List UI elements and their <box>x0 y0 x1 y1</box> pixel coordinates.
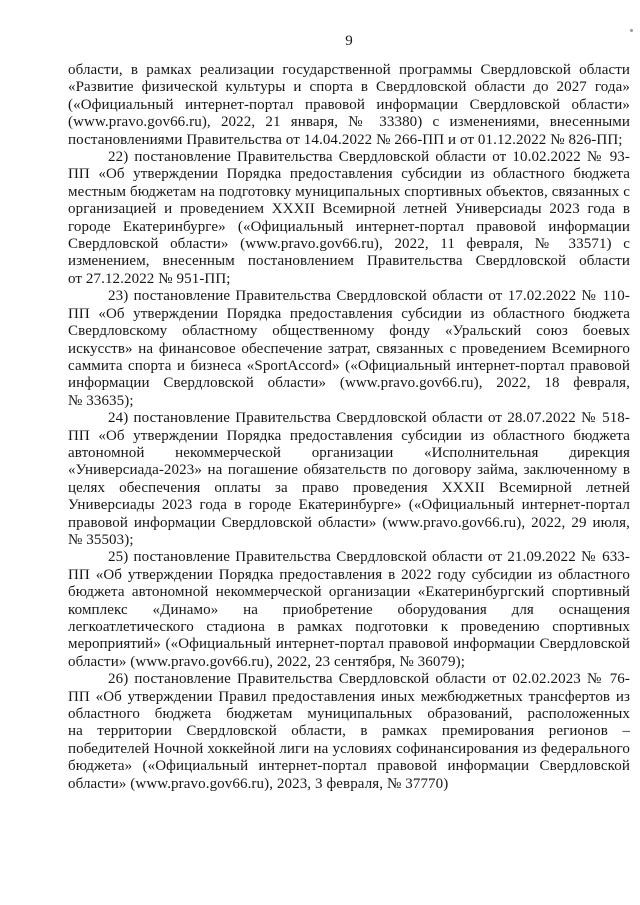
paragraph-continuation: области, в рамках реализации государственной программы Свердловской области «Развитие физической культуры и спорта в Свердловской области до 2027 года» («Официальный интернет-портал правовой информации Свердловской области» (www.pravo.gov66.ru), 2022, 21 января, № 33380) с изменениями, внесенными постановлениями Правительства от 14.04.2022 № 266-ПП и от 01.12.2022 № 826-ПП; <box>68 62 630 148</box>
paragraph-item-26: 26) постановление Правительства Свердловской области от 02.02.2023 № 76-ПП «Об утверждении Правил предоставления иных межбюджетных трансфертов из областного бюджета бюджетам муниципальных образований, расположенных на территории Свердловской области, в рамках премирования регионов – победителей Ночной хоккейной лиги на условиях софинансирования из федерального бюджета» («Официальный интернет-портал правовой информации Свердловской области» (www.pravo.gov66.ru), 2023, 3 февраля, № 37770) <box>68 671 630 792</box>
scan-speck <box>630 29 633 32</box>
document-body <box>68 62 630 793</box>
paragraph-item-25: 25) постановление Правительства Свердловской области от 21.09.2022 № 633-ПП «Об утверждении Порядка предоставления в 2022 году субсидии из областного бюджета автономной некоммерческой организации «Екатеринбургский спортивный комплекс «Динамо» на приобретение оборудования для оснащения легкоатлетического стадиона в рамках подготовки к проведению спортивных мероприятий» («Официальный интернет-портал правовой информации Свердловской области» (www.pravo.gov66.ru), 2022, 23 сентября, № 36079); <box>68 549 630 670</box>
paragraph-item-23: 23) постановление Правительства Свердловской области от 17.02.2022 № 110-ПП «Об утверждении Порядка предоставления субсидии из областного бюджета Свердловскому областному общественному фонду «Уральский союз боевых искусств» на финансовое обеспечение затрат, связанных с проведением Всемирного саммита спорта и бизнеса «SportAccord» («Официальный интернет-портал правовой информации Свердловской области» (www.pravo.gov66.ru), 2022, 18 февраля, № 33635); <box>68 288 630 409</box>
paragraph-item-24: 24) постановление Правительства Свердловской области от 28.07.2022 № 518-ПП «Об утверждении Порядка предоставления субсидии из областного бюджета автономной некоммерческой организации «Исполнительная дирекция «Универсиада-2023» на погашение обязательств по договору займа, заключенному в целях обеспечения оплаты за право проведения XXXII Всемирной летней Универсиады 2023 года в городе Екатеринбурге» («Официальный интернет-портал правовой информации Свердловской области» (www.pravo.gov66.ru), 2022, 29 июля, № 35503); <box>68 410 630 548</box>
paragraph-item-22: 22) постановление Правительства Свердловской области от 10.02.2022 № 93-ПП «Об утверждении Порядка предоставления субсидии из областного бюджета местным бюджетам на подготовку муниципальных спортивных объектов, связанных с организацией и проведением XXXII Всемирной летней Универсиады 2023 года в городе Екатеринбурге» («Официальный интернет-портал правовой информации Свердловской области» (www.pravo.gov66.ru), 2022, 11 февраля, № 33571) с изменением, внесенным постановлением Правительства Свердловской области от 27.12.2022 № 951-ПП; <box>68 149 630 287</box>
page-number: 9 <box>345 33 353 49</box>
